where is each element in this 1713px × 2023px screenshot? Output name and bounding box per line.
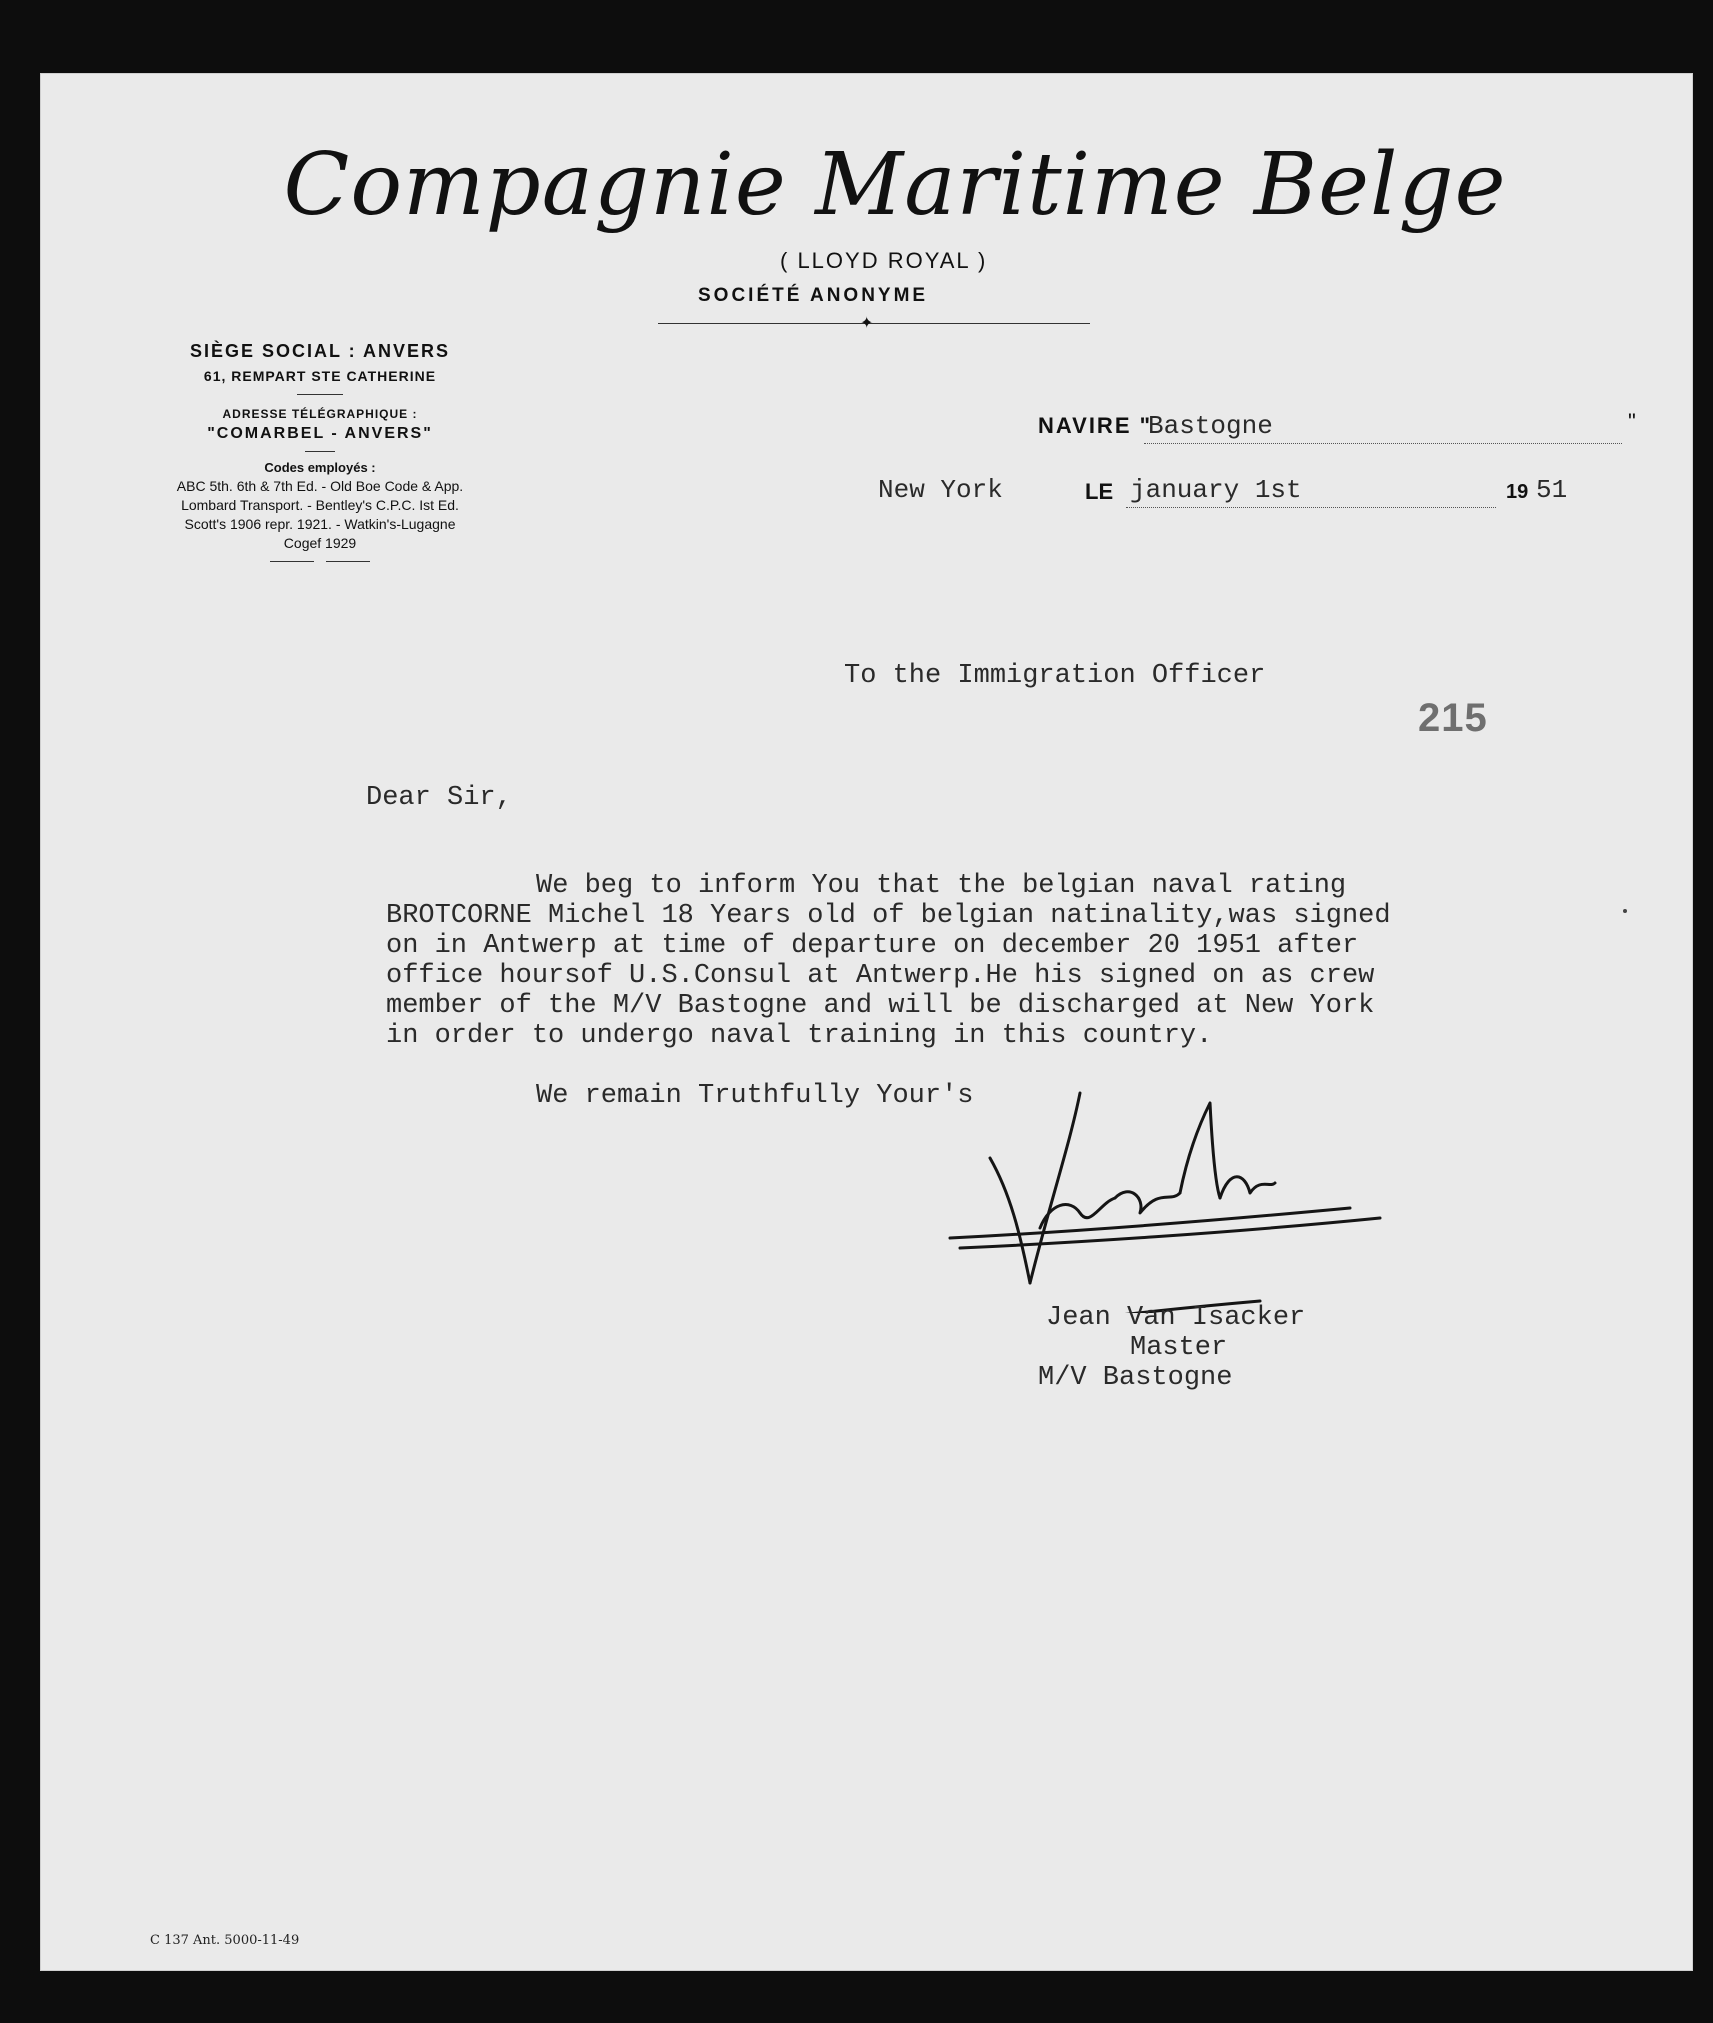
letter-page <box>40 73 1693 1971</box>
letterhead-rule <box>658 323 1090 324</box>
year-suffix: 51 <box>1536 475 1568 505</box>
codes-line: Cogef 1929 <box>283 535 357 551</box>
recipient-line: To the Immigration Officer <box>844 661 1266 691</box>
ship-name: Bastogne <box>1148 411 1273 441</box>
signatory-name: Jean Van Isacker <box>1046 1303 1306 1333</box>
stamp-number: 215 <box>1418 696 1488 740</box>
margin-mark <box>1623 909 1627 913</box>
divider <box>305 451 335 452</box>
body-line: BROTCORNE Michel 18 Years old of belgian natinality,was signed <box>386 901 1391 931</box>
closing-line: We remain Truthfully Your's <box>536 1081 974 1111</box>
ornament-icon: ✦ <box>860 313 874 332</box>
date-label: LE <box>1085 479 1114 504</box>
handwritten-signature <box>930 1083 1510 1313</box>
codes-label: Codes employés : <box>264 460 376 475</box>
dotted-line <box>1126 507 1496 508</box>
siege-social: SIÈGE SOCIAL : ANVERS <box>189 341 451 361</box>
body-line: in order to undergo naval training in this country. <box>386 1021 1213 1051</box>
divider <box>297 394 343 395</box>
body-line: We beg to inform You that the belgian naval rating <box>536 871 1347 901</box>
form-code: C 137 Ant. 5000-11-49 <box>150 1933 300 1948</box>
codes-line: Lombard Transport. - Bentley's C.P.C. Ist Ed. <box>181 497 459 513</box>
codes-line: Scott's 1906 repr. 1921. - Watkin's-Lugagne <box>184 516 456 532</box>
salutation: Dear Sir, <box>366 783 512 813</box>
letterhead-left-column <box>130 341 510 562</box>
company-name: Compagnie Maritime Belge <box>283 135 1507 235</box>
telegraphic-label: ADRESSE TÉLÉGRAPHIQUE : <box>222 407 418 421</box>
letter-place: New York <box>878 475 1003 505</box>
signatory-vessel: M/V Bastogne <box>1038 1363 1233 1393</box>
divider <box>270 561 370 562</box>
letter-date: january 1st <box>1130 475 1302 505</box>
telegraphic-address: "COMARBEL - ANVERS" <box>207 425 433 442</box>
body-line: member of the M/V Bastogne and will be discharged at New York <box>386 991 1375 1021</box>
body-line: office hoursof U.S.Consul at Antwerp.He his signed on as crew <box>386 961 1375 991</box>
navire-quote-close: " <box>1628 409 1636 434</box>
company-subtitle: ( LLOYD ROYAL ) <box>780 248 988 273</box>
company-address: 61, REMPART STE CATHERINE <box>203 368 437 384</box>
signatory-title: Master <box>1130 1333 1228 1363</box>
company-legal-form: SOCIÉTÉ ANONYME <box>698 285 929 306</box>
navire-label: NAVIRE " <box>1038 413 1153 438</box>
body-line: on in Antwerp at time of departure on december 20 1951 after <box>386 931 1359 961</box>
dotted-line <box>1144 443 1622 444</box>
codes-line: ABC 5th. 6th & 7th Ed. - Old Boe Code & App. <box>176 478 464 494</box>
year-prefix: 19 <box>1506 481 1529 503</box>
